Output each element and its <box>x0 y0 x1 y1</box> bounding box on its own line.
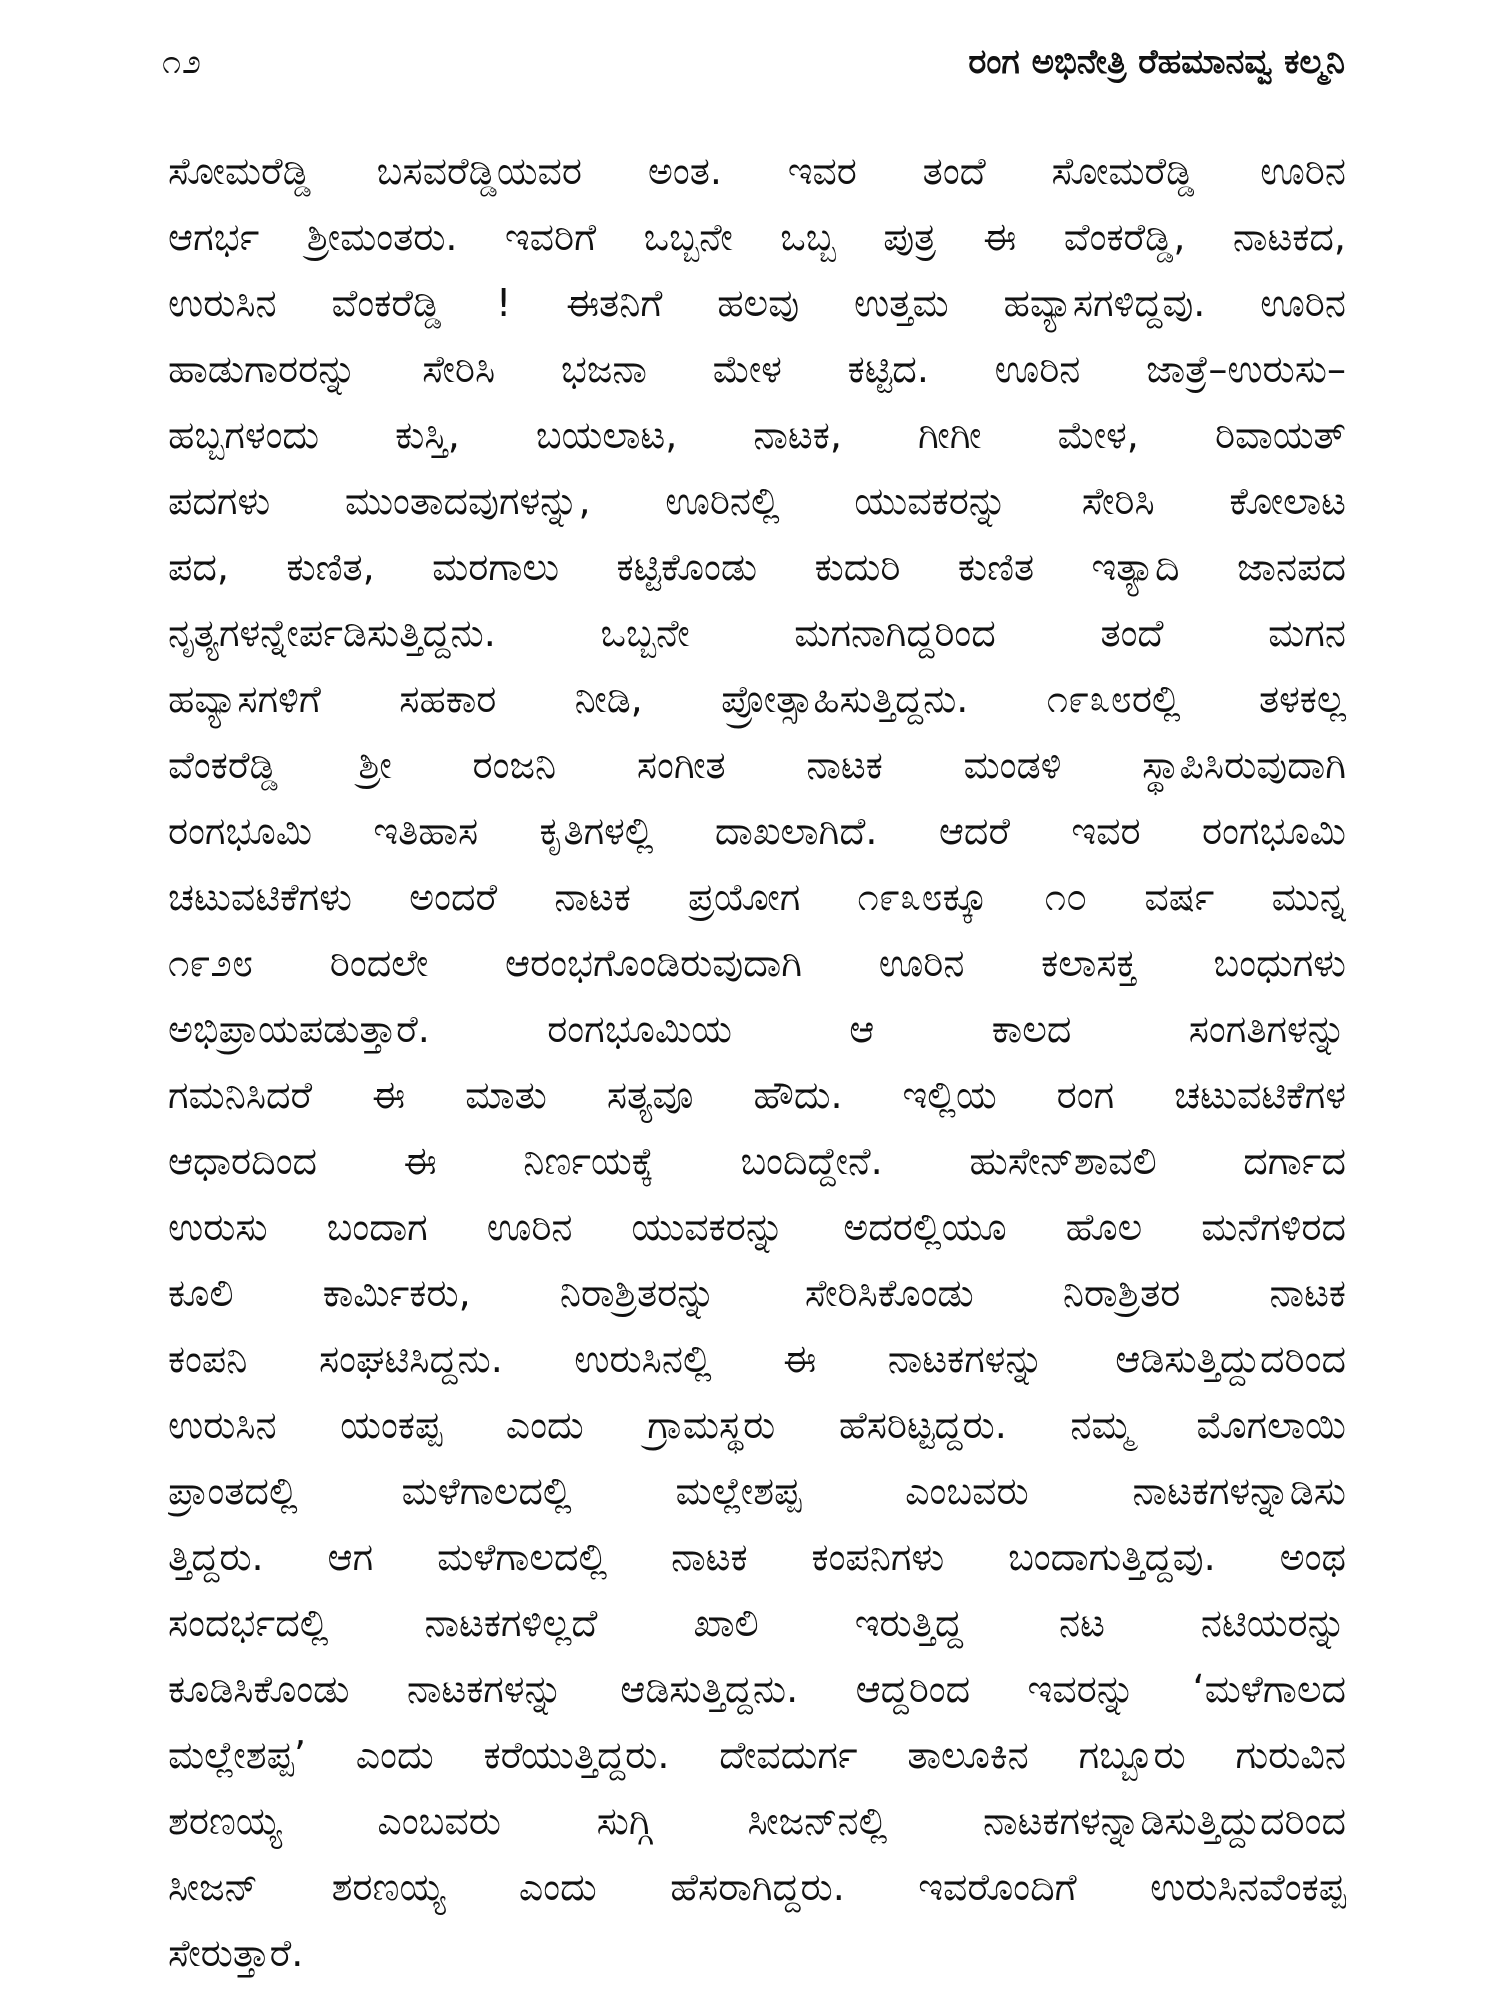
text-line: ಹಾಡುಗಾರರನ್ನು ಸೇರಿಸಿ ಭಜನಾ ಮೇಳ ಕಟ್ಟಿದ. ಊರಿನ ಜಾತ್ರೆ–ಉರುಸು– <box>168 347 1346 391</box>
text-line: ಕೂಲಿ ಕಾರ್ಮಿಕರು, ನಿರಾಶ್ರಿತರನ್ನು ಸೇರಿಸಿಕೊಂಡು ನಿರಾಶ್ರಿತರ ನಾಟಕ <box>168 1271 1346 1315</box>
text-line: ಕಂಪನಿ ಸಂಘಟಿಸಿದ್ದನು. ಉರುಸಿನಲ್ಲಿ ಈ ನಾಟಕಗಳನ್ನು ಆಡಿಸುತ್ತಿದ್ದುದರಿಂದ <box>168 1337 1346 1381</box>
text-line: ಗಮನಿಸಿದರೆ ಈ ಮಾತು ಸತ್ಯವೂ ಹೌದು. ಇಲ್ಲಿಯ ರಂಗ ಚಟುವಟಿಕೆಗಳ <box>168 1073 1346 1117</box>
text-line: ಹಬ್ಬಗಳಂದು ಕುಸ್ತಿ, ಬಯಲಾಟ, ನಾಟಕ, ಗೀಗೀ ಮೇಳ, ರಿವಾಯತ್ <box>168 413 1346 457</box>
text-line: ಆಗರ್ಭ ಶ್ರೀಮಂತರು. ಇವರಿಗೆ ಒಬ್ಬನೇ ಒಬ್ಬ ಪುತ್ರ ಈ ವೆಂಕರೆಡ್ಡಿ, ನಾಟಕದ, <box>168 215 1346 259</box>
text-line: ಪದ, ಕುಣಿತ, ಮರಗಾಲು ಕಟ್ಟಿಕೊಂಡು ಕುದುರಿ ಕುಣಿತ ಇತ್ಯಾದಿ ಜಾನಪದ <box>168 545 1346 589</box>
text-line: ಆಧಾರದಿಂದ ಈ ನಿರ್ಣಯಕ್ಕೆ ಬಂದಿದ್ದೇನೆ. ಹುಸೇನ್‌ಶಾವಲಿ ದರ್ಗಾದ <box>168 1139 1346 1183</box>
text-line: ಉರುಸು ಬಂದಾಗ ಊರಿನ ಯುವಕರನ್ನು ಅದರಲ್ಲಿಯೂ ಹೊಲ ಮನೆಗಳಿರದ <box>168 1205 1346 1249</box>
body-paragraph <box>168 138 1346 1975</box>
text-line: ಉರುಸಿನ ಯಂಕಪ್ಪ ಎಂದು ಗ್ರಾಮಸ್ಥರು ಹೆಸರಿಟ್ಟದ್ದರು. ನಮ್ಮ ಮೊಗಲಾಯಿ <box>168 1403 1346 1447</box>
running-title: ರಂಗ ಅಭಿನೇತ್ರಿ ರೆಹಮಾನವ್ವ ಕಲ್ಮನಿ <box>968 42 1345 82</box>
text-line: ಸಂದರ್ಭದಲ್ಲಿ ನಾಟಕಗಳಿಲ್ಲದೆ ಖಾಲಿ ಇರುತ್ತಿದ್ದ ನಟ ನಟಿಯರನ್ನು <box>168 1601 1346 1645</box>
page-number: ೧೨ <box>162 42 203 82</box>
text-line: ನೃತ್ಯಗಳನ್ನೇರ್ಪಡಿಸುತ್ತಿದ್ದನು. ಒಬ್ಬನೇ ಮಗನಾಗಿದ್ದರಿಂದ ತಂದೆ ಮಗನ <box>168 611 1346 655</box>
text-line: ಸೀಜನ್ ಶರಣಯ್ಯ ಎಂದು ಹೆಸರಾಗಿದ್ದರು. ಇವರೊಂದಿಗೆ ಉರುಸಿನವೆಂಕಪ್ಪ <box>168 1865 1346 1909</box>
text-line-last: ಸೇರುತ್ತಾರೆ. <box>168 1931 304 1975</box>
text-line: ಶರಣಯ್ಯ ಎಂಬವರು ಸುಗ್ಗಿ ಸೀಜನ್‌ನಲ್ಲಿ ನಾಟಕಗಳನ್ನಾಡಿಸುತ್ತಿದ್ದುದರಿಂದ <box>168 1799 1346 1843</box>
page-header <box>162 34 1345 98</box>
text-line: ಉರುಸಿನ ವೆಂಕರೆಡ್ಡಿ ! ಈತನಿಗೆ ಹಲವು ಉತ್ತಮ ಹವ್ಯಾಸಗಳಿದ್ದವು. ಊರಿನ <box>168 281 1346 325</box>
text-line: ಕೂಡಿಸಿಕೊಂಡು ನಾಟಕಗಳನ್ನು ಆಡಿಸುತ್ತಿದ್ದನು. ಆದ್ದರಿಂದ ಇವರನ್ನು ‘ಮಳೆಗಾಲದ <box>168 1667 1346 1711</box>
text-line: ಅಭಿಪ್ರಾಯಪಡುತ್ತಾರೆ. ರಂಗಭೂಮಿಯ ಆ ಕಾಲದ ಸಂಗತಿಗಳನ್ನು <box>168 1007 1346 1051</box>
text-line: ವೆಂಕರೆಡ್ಡಿ ಶ್ರೀ ರಂಜನಿ ಸಂಗೀತ ನಾಟಕ ಮಂಡಳಿ ಸ್ಥಾಪಿಸಿರುವುದಾಗಿ <box>168 743 1346 787</box>
text-line: ಪದಗಳು ಮುಂತಾದವುಗಳನ್ನು, ಊರಿನಲ್ಲಿ ಯುವಕರನ್ನು ಸೇರಿಸಿ ಕೋಲಾಟ <box>168 479 1346 523</box>
text-line: ಮಲ್ಲೇಶಪ್ಪ’ ಎಂದು ಕರೆಯುತ್ತಿದ್ದರು. ದೇವದುರ್ಗ ತಾಲೂಕಿನ ಗಬ್ಬೂರು ಗುರುವಿನ <box>168 1733 1346 1777</box>
text-line: ೧೯೨೮ ರಿಂದಲೇ ಆರಂಭಗೊಂಡಿರುವುದಾಗಿ ಊರಿನ ಕಲಾಸಕ್ತ ಬಂಧುಗಳು <box>168 941 1346 985</box>
text-line: ಪ್ರಾಂತದಲ್ಲಿ ಮಳೆಗಾಲದಲ್ಲಿ ಮಲ್ಲೇಶಪ್ಪ ಎಂಬವರು ನಾಟಕಗಳನ್ನಾಡಿಸು <box>168 1469 1346 1513</box>
text-line: ಸೋಮರೆಡ್ಡಿ ಬಸವರೆಡ್ಡಿಯವರ ಅಂತ. ಇವರ ತಂದೆ ಸೋಮರೆಡ್ಡಿ ಊರಿನ <box>168 149 1346 193</box>
text-line: ತ್ತಿದ್ದರು. ಆಗ ಮಳೆಗಾಲದಲ್ಲಿ ನಾಟಕ ಕಂಪನಿಗಳು ಬಂದಾಗುತ್ತಿದ್ದವು. ಅಂಥ <box>168 1535 1346 1579</box>
text-line: ಚಟುವಟಿಕೆಗಳು ಅಂದರೆ ನಾಟಕ ಪ್ರಯೋಗ ೧೯೩೮ಕ್ಕೂ ೧೦ ವರ್ಷ ಮುನ್ನ <box>168 875 1346 919</box>
text-line: ರಂಗಭೂಮಿ ಇತಿಹಾಸ ಕೃತಿಗಳಲ್ಲಿ ದಾಖಲಾಗಿದೆ. ಆದರೆ ಇವರ ರಂಗಭೂಮಿ <box>168 809 1346 853</box>
text-line: ಹವ್ಯಾಸಗಳಿಗೆ ಸಹಕಾರ ನೀಡಿ, ಪ್ರೋತ್ಸಾಹಿಸುತ್ತಿದ್ದನು. ೧೯೩೮ರಲ್ಲಿ ತಳಕಲ್ಲ <box>168 677 1346 721</box>
